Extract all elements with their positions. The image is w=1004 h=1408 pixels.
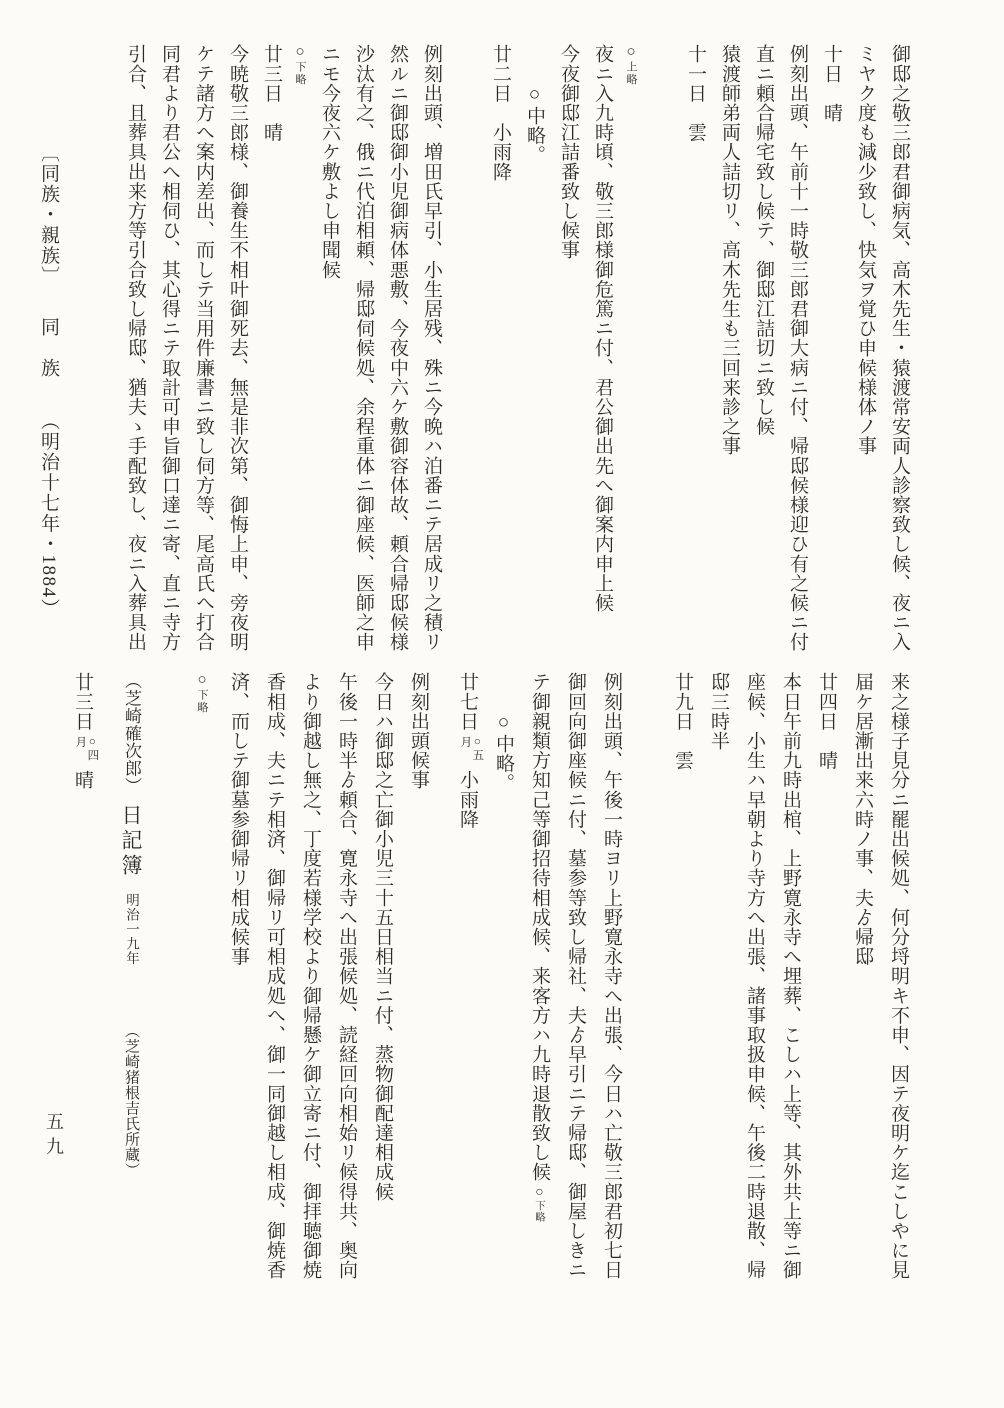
- diary-column: 今暁敬三郎様、御養生不相叶御死去、無是非次第、御悔上申、旁夜明: [227, 44, 248, 652]
- diary-column: 今日ハ御邸之亡御小児三十五日相当ニ付、蒸物御配達相成候: [372, 672, 393, 1202]
- diary-column: 座候、小生ハ早朝より寺方へ出張、諸事取扱申候、午後二時退散、帰: [744, 672, 765, 1280]
- diary-block-1884: [118, 44, 916, 656]
- diary-column: より御越し無之、丁度若様学校より御帰懸ケ御立寄ニ付、御拝聴御焼: [300, 672, 321, 1280]
- diary-column: 今夜御邸江詰番致し候事: [558, 44, 579, 260]
- omission-mark-churyaku: ○中略。: [524, 84, 545, 165]
- month-note: ○四 月: [74, 735, 99, 762]
- diary-column-with-note: テ御親類方知己等御招待相成候、来客方ハ九時退散致し候○下略: [529, 672, 550, 1223]
- running-head-category: 〔同族・親族〕: [38, 143, 59, 287]
- source-author: （芝崎確次郎）: [122, 672, 141, 795]
- date-heading: 十一日 雲: [685, 44, 706, 142]
- diary-column: ケテ諸方へ案内差出、而しテ当用件廉書ニ致し伺方等、尾高氏へ打合: [193, 44, 214, 652]
- column-gap: [149, 672, 184, 682]
- month-note: ○五 月: [459, 735, 484, 762]
- diary-column: 本日午前九時出棺、上野寛永寺へ埋葬、こしハ上等、其外共上等ニ御: [780, 672, 801, 1280]
- column-gap: [643, 44, 678, 54]
- diary-column: ニモ今夜六ケ敷よし申聞候: [319, 44, 340, 280]
- omission-mark-geryaku: ○下略: [292, 44, 308, 86]
- omission-mark-geryaku: ○下略: [194, 672, 210, 714]
- date-heading: 廿三日 晴: [261, 44, 282, 142]
- omission-mark-churyaku: ○中略。: [493, 712, 514, 793]
- circle-glyph: ○: [532, 1184, 547, 1200]
- diary-column: 例刻出頭、午前十一時敬三郎君御大病ニ付、帰邸候様迎ひ有之候ニ付: [787, 44, 808, 652]
- source-title: 日記簿: [119, 803, 143, 879]
- diary-column: 午後一時半ゟ頼合、寛永寺へ出張候処、読経回向相始リ候得共、奥向: [336, 672, 357, 1280]
- diary-column: 香相成、夫ニテ相済、御帰リ可相成処へ、御一同御越し相成、御焼香: [264, 672, 285, 1280]
- circle-glyph: ○: [194, 672, 210, 688]
- diary-column: 例刻出頭、午後一時ヨリ上野寛永寺へ出張、今日ハ亡敬三郎君初七日: [601, 672, 622, 1280]
- date-heading: 廿九日 雲: [672, 672, 693, 770]
- diary-column: 同君より君公へ相伺ひ、其心得ニテ取計可申旨御口達ニ寄、直ニ寺方: [159, 44, 180, 652]
- running-head-period: （明治十七年・1884）: [38, 410, 59, 619]
- diary-column: 済、而しテ御墓参御帰リ相成候事: [228, 672, 249, 966]
- diary-column: 然ルニ御邸御小児御病体悪敷、今夜中六ケ敷御容体故、頼合帰邸候様: [387, 44, 408, 652]
- circle-glyph: ○: [292, 44, 308, 60]
- diary-column: 例刻出頭候事: [408, 672, 429, 790]
- diary-column: 来之様子見分ニ罷出候処、何分埒明キ不申、因テ夜明ケ迄こしやに見: [888, 672, 909, 1280]
- diary-column: 猿渡師弟両人詰切リ、高木先生も三回来診之事: [719, 44, 740, 456]
- source-attribution: [113, 672, 149, 1294]
- diary-column: 引合、且葬具出来方等引合致し帰邸、猶夫ゝ手配致し、夜ニ入葬具出: [125, 44, 146, 652]
- diary-column: 沙汰有之、俄ニ代泊相頼、帰邸伺候処、余程重体ニ御座候、医師之申: [353, 44, 374, 652]
- source-era: 明治一九年: [124, 892, 139, 965]
- column-gap: [629, 672, 664, 682]
- date-heading: 廿四日 晴: [816, 672, 837, 770]
- page-number: 五九: [44, 1112, 64, 1162]
- running-head: [34, 143, 62, 619]
- date-heading: 廿二日 小雨降: [490, 44, 511, 182]
- omission-mark-joryaku: ○上略: [623, 44, 639, 86]
- column-gap: [100, 672, 113, 682]
- diary-column: ミヤク度も減少致し、快気ヲ覚ひ申候様体ノ事: [855, 44, 876, 456]
- column-gap: [436, 672, 449, 682]
- diary-column: 例刻出頭、増田氏早引、小生居残、殊ニ今晩ハ泊番ニテ居成リ之積リ: [421, 44, 442, 652]
- date-heading-with-month-note: 廿三日 ○四 月 晴: [72, 672, 99, 790]
- circle-glyph: ○: [623, 44, 639, 60]
- diary-column: 邸三時半: [708, 672, 729, 751]
- diary-column: 夜ニ入九時頃、敬三郎様御危篤ニ付、君公御出先へ御案内申上候: [592, 44, 613, 613]
- diary-block-continued: [64, 672, 916, 1294]
- date-heading: 十日 晴: [821, 44, 842, 123]
- diary-column: 御邸之敬三郎君御病気、高木先生・猿渡常安両人診察致し候、夜ニ入: [889, 44, 910, 652]
- diary-column: 御回向御座候ニ付、墓参等致し帰社、夫ゟ早引ニテ帰邸、御屋しきニ: [565, 672, 586, 1280]
- diary-column: 直ニ頼合帰宅致し候テ、御邸江詰切ニ致し候: [753, 44, 774, 436]
- column-gap: [448, 44, 483, 54]
- diary-column: 届ケ居漸出来六時ノ事、夫ゟ帰邸: [852, 672, 873, 966]
- source-owner: （芝崎猪根吉氏所蔵）: [123, 1023, 139, 1178]
- date-heading-with-month-note: 廿七日 ○五 月 小雨降: [457, 672, 484, 830]
- running-head-section: 同 族: [38, 316, 59, 379]
